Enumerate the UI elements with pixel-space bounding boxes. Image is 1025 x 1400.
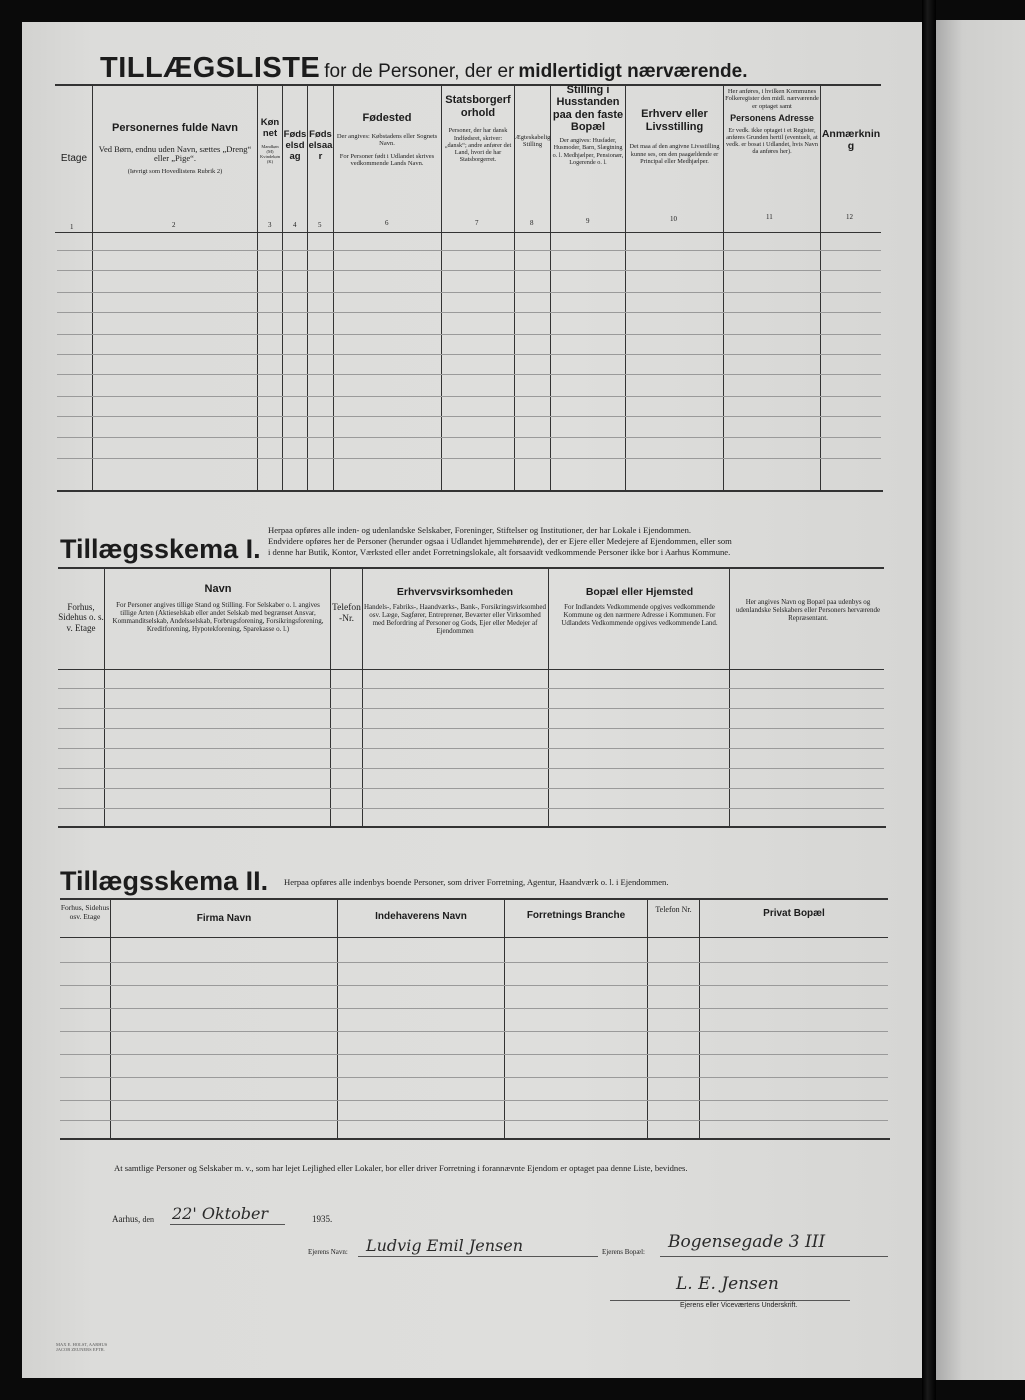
col-anmaerkning: Anmærkning (821, 128, 881, 153)
footer-owner-hand: Ludvig Emil Jensen (366, 1236, 523, 1255)
skema2-title: Tillægsskema II. (60, 866, 269, 896)
col-num-8: 8 (530, 219, 534, 227)
col-navn (95, 122, 255, 176)
col-num-9: 9 (586, 217, 590, 225)
skema1-intro-line1: Herpaa opføres alle inden- og udenlandske Selskaber, Foreninger, Stiftelser og Institutioner, der har Lokale i Ejendommen. (268, 525, 692, 535)
col-num-7: 7 (475, 219, 479, 227)
skema1-col-erhverv (364, 586, 546, 635)
skema2-col-telefon: Telefon Nr. (655, 905, 692, 914)
skema1-col-bopael-title: Bopæl eller Hjemsted (585, 586, 694, 598)
footer-den: den (142, 1215, 155, 1224)
col-num-12: 12 (846, 213, 853, 221)
book-spine (922, 0, 936, 1400)
col-erhverv-title: Erhverv eller Livsstilling (641, 108, 708, 133)
printer-imprint: MAX E. HOLST, AARHUS JACOB ZEUNERS EFTR. (56, 1342, 108, 1352)
col-adresse (725, 88, 819, 156)
col-fodested-desc: Der angives: Købstadens eller Sognets Navn. (336, 132, 438, 148)
skema2-col-firma: Firma Navn (196, 913, 252, 924)
footer-bopael-label: Ejerens Bopæl: (602, 1248, 645, 1256)
liste-title-bold: TILLÆGSLISTE (100, 52, 321, 84)
skema2-intro: Herpaa opføres alle indenbys boende Personer, som driver Forretning, Agentur, Haandværk o. l. i Ejendommen. (284, 877, 669, 887)
col-num-3: 3 (268, 221, 272, 229)
liste-title-rest: for de Personer, der er (324, 61, 515, 82)
footer-place: Aarhus, (112, 1214, 141, 1224)
skema1-col-bopael (552, 586, 727, 627)
col-num-11: 11 (766, 213, 773, 221)
footer-statement: At samtlige Personer og Selskaber m. v., som har lejet Lejlighed eller Lokaler, bor eller driver Forretning i forannævnte Ejendom er optaget paa denne Liste, bevidnes. (114, 1163, 688, 1173)
footer-bopael-hand: Bogensegade 3 III (668, 1232, 826, 1252)
col-aegteskab: Ægteskabelig Stilling (515, 134, 551, 149)
skema2-col-indeh: Indehaverens Navn (375, 911, 467, 922)
col-adresse-desc: Her anføres, i hvilken Kommunes Folkeregister den midl. nærværende er optaget samt (725, 88, 819, 110)
footer-signature: L. E. Jensen (676, 1274, 779, 1294)
col-erhverv (626, 108, 723, 165)
liste-title (100, 52, 748, 85)
skema1-intro (268, 525, 886, 559)
col-navn-note: (Iøvrigt som Hovedlistens Rubrik 2) (127, 168, 223, 176)
skema1-col-etage: Forhus, Sidehus o. s. v. Etage (58, 602, 104, 633)
footer-sign-label: Ejerens eller Viceværtens Underskrift. (680, 1302, 798, 1309)
col-num-4: 4 (293, 221, 297, 229)
col-kon (258, 118, 282, 165)
col-statsborger-desc: Personer, der har dansk Indfødsret, skriver: „dansk“; andre anfører det Land, hvori de har Statsborgerret. (444, 127, 512, 164)
skema2-col-bopael: Privat Bopæl (763, 908, 825, 919)
skema1-col-telefon: Telefon-Nr. (332, 603, 361, 624)
footer-owner-label: Ejerens Navn: (308, 1248, 348, 1256)
skema2-col-etage: Forhus, Sidehus osv. Etage (60, 903, 110, 921)
col-fodested (336, 112, 438, 168)
skema1-col-erhverv-title: Erhvervsvirksomheden (396, 586, 514, 598)
col-fodselsaar: Fødselsaar (308, 129, 333, 162)
col-etage: Etage (60, 153, 88, 164)
col-fodselsdag: Fødselsdag (283, 129, 307, 162)
skema1-col-repr: Her angives Navn og Bopæl paa udenbys og udenlandske Selskabers eller Personers herværende Repræsentant. (735, 598, 881, 623)
skema1-col-bopael-desc: For Indlandets Vedkommende opgives vedkommende Kommune og den nærmere Adresse i Kommunen. For Udlandets Vedkommende opgives vedkommende Land. (561, 603, 718, 628)
col-fodested-title: Fødested (362, 112, 412, 124)
skema1-title: Tillægsskema I. (60, 534, 261, 564)
col-num-5: 5 (318, 221, 322, 229)
form-page (22, 22, 922, 1378)
col-num-6: 6 (385, 219, 389, 227)
skema1-intro-line3: i denne har Butik, Kontor, Værksted eller andet Forretningslokale, alt forsaavidt vedkommende Personer ikke bor i Aarhus Kommune. (268, 547, 731, 558)
skema1-intro-line2: Endvidere opføres her de Personer (herunder ogsaa i Udlandet hjemmehørende), der er Ejere eller Medejere af Ejendommen, eller som (268, 536, 732, 547)
col-navn-desc: Ved Børn, endnu uden Navn, sættes „Dreng“ eller „Pige“. (98, 143, 252, 164)
col-kon-title: Kønnet (260, 117, 280, 139)
liste-title-emph: midlertidigt nærværende. (518, 61, 748, 82)
skema1-col-navn (108, 583, 328, 633)
skema1-col-erhverv-desc: Handels-, Fabriks-, Haandværks-, Bank-, Forsikringsvirksomhed osv. Læge, Sagfører, Entreprenør, Beværter eller Virksomhed med Befordring af Personer og Gods, Ejer eller Medejer af Ejendommen (364, 603, 546, 636)
col-stilling (551, 84, 625, 166)
col-adresse-note: Er vedk. ikke optaget i et Register, anføres Grunden hertil (eventuelt, at vedk. er bosat i Udlandet, hvis Navn da anføres her). (726, 126, 818, 156)
skema1-col-navn-desc: For Personer angives tillige Stand og Stilling. For Selskaber o. l. angives tillige Arten (Aktieselskab eller andet Selskab med begrænset Ansvar, Kommanditselskab, Andelsselskab, Forbrugsforening, Forsikringsforening, Kreditforening, Hypotekforening, Sparekasse o. l.) (112, 600, 324, 633)
skema1-col-navn-title: Navn (204, 583, 232, 595)
col-statsborger (443, 94, 513, 163)
col-fodested-note: For Personer født i Udlandet skrives vedkommende Lands Navn. (339, 152, 435, 168)
col-kon-desc: Mandkøn (M) Kvindekøn (K) (260, 143, 280, 165)
footer-year: 1935. (312, 1214, 333, 1224)
col-stilling-title: Stilling i Husstanden paa den faste Bopæl (552, 84, 624, 133)
footer-date-line (112, 1214, 154, 1224)
col-stilling-desc: Der angives: Husfader, Husmoder, Barn, Slægtning o. l. Medhjælper, Pensionær, Logerende o. l. (552, 137, 624, 166)
col-num-2: 2 (172, 221, 176, 229)
col-statsborger-title: Statsborgerforhold (445, 94, 511, 119)
skema2-col-branche: Forretnings Branche (526, 910, 626, 921)
col-num-1: 1 (70, 223, 74, 231)
col-adresse-title: Personens Adresse (730, 113, 814, 124)
adjacent-page (936, 20, 1025, 1380)
col-erhverv-desc: Det maa af den angivne Livsstilling kunne ses, om den paagældende er Principal eller Medhjælper. (629, 143, 720, 165)
col-navn-title: Personernes fulde Navn (112, 122, 238, 134)
col-num-10: 10 (670, 215, 677, 223)
footer-date-hand: 22' Oktober (172, 1204, 269, 1223)
